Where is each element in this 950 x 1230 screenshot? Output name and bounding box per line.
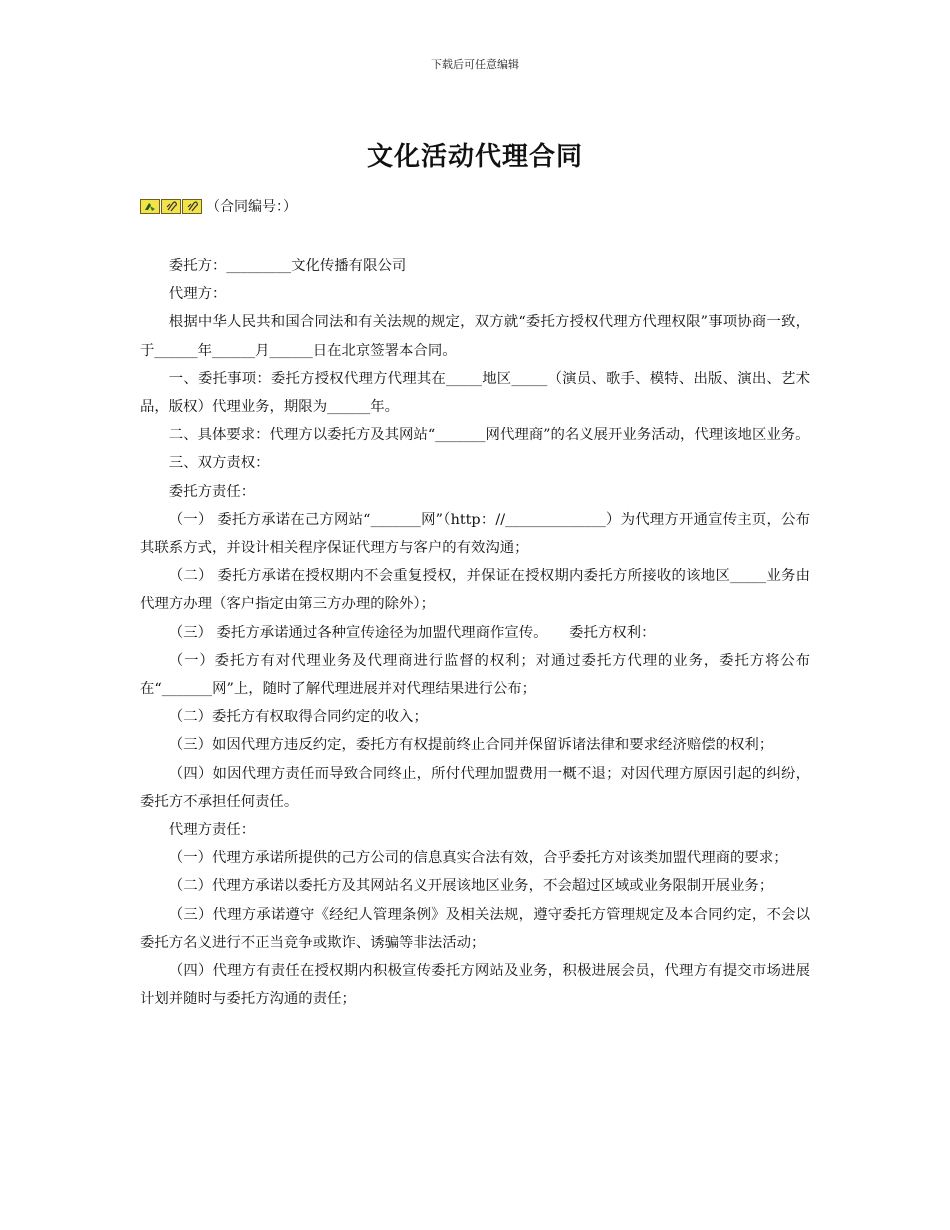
paragraph: 代理方责任： [168, 822, 256, 839]
paragraph: （一）委托方有对代理业务及代理商进行监督的权利；对通过委托方代理的业务，委托方将公布在“_______网”上，随时了解代理进展并对代理结果进行公布； [140, 652, 810, 698]
contract-number-row [140, 196, 297, 216]
paragraph: 一、委托事项：委托方授权代理方代理其在_____地区_____（演员、歌手、模特、出版、演出、艺术品，版权）代理业务，期限为______年。 [140, 370, 810, 416]
paragraph: （四）代理方有责任在授权期内积极宣传委托方网站及业务，积极进展会员，代理方有提交市场进展计划并随时与委托方沟通的责任； [140, 963, 810, 1008]
paragraph: （三）如因代理方违反约定，委托方有权提前终止合同并保留诉诸法律和要求经济赔偿的权利； [168, 737, 774, 754]
paragraph: 代理方： [168, 286, 227, 303]
paragraph: 委托方：_________文化传播有限公司 [168, 258, 407, 274]
contract-number-label: （合同编号：） [206, 199, 297, 215]
paragraph: （四）如因代理方责任而导致合同终止，所付代理加盟费用一概不退；对因代理方原因引起的纠纷，委托方不承担任何责任。 [140, 765, 810, 810]
header-note: 下载后可任意编辑 [431, 58, 519, 71]
paragraph: （二）委托方有权取得合同约定的收入； [168, 709, 428, 726]
attach-icon[interactable] [161, 199, 181, 214]
paragraph: 根据中华人民共和国合同法和有关法规的规定，双方就“委托方授权代理方代理权限”事项协商一致，于______年______月______日在北京签署本合同。 [140, 314, 810, 359]
insert-icon[interactable] [140, 199, 160, 214]
attach-icon[interactable] [182, 199, 202, 214]
document-title: 文化活动代理合同 [366, 142, 583, 172]
contract-body [140, 252, 810, 1013]
paragraph: 二、具体要求：代理方以委托方及其网站“_______网代理商”的名义展开业务活动，代理该地区业务。 [168, 427, 810, 444]
paragraph: 三、双方责权： [168, 455, 270, 472]
paragraph: （三） 委托方承诺通过各种宣传途径为加盟代理商作宣传。 委托方权利： [168, 624, 656, 641]
paragraph: （三）代理方承诺遵守《经纪人管理条例》及相关法规，遵守委托方管理规定及本合同约定，不会以委托方名义进行不正当竞争或欺诈、诱骗等非法活动； [140, 906, 810, 951]
paragraph: （一） 委托方承诺在己方网站“_______网”（http：//______________）为代理方开通宣传主页，公布其联系方式，并设计相关程序保证代理方与客户的有效沟通； [140, 511, 810, 557]
form-toolbar [140, 199, 202, 214]
paragraph: 委托方责任： [168, 483, 256, 500]
paragraph: （二） 委托方承诺在授权期内不会重复授权，并保证在授权期内委托方所接收的该地区_____业务由代理方办理（客户指定由第三方办理的除外）； [140, 568, 810, 613]
paragraph: （二）代理方承诺以委托方及其网站名义开展该地区业务，不会超过区域或业务限制开展业务； [168, 878, 774, 895]
paragraph: （一）代理方承诺所提供的己方公司的信息真实合法有效，合乎委托方对该类加盟代理商的要求； [168, 850, 788, 867]
